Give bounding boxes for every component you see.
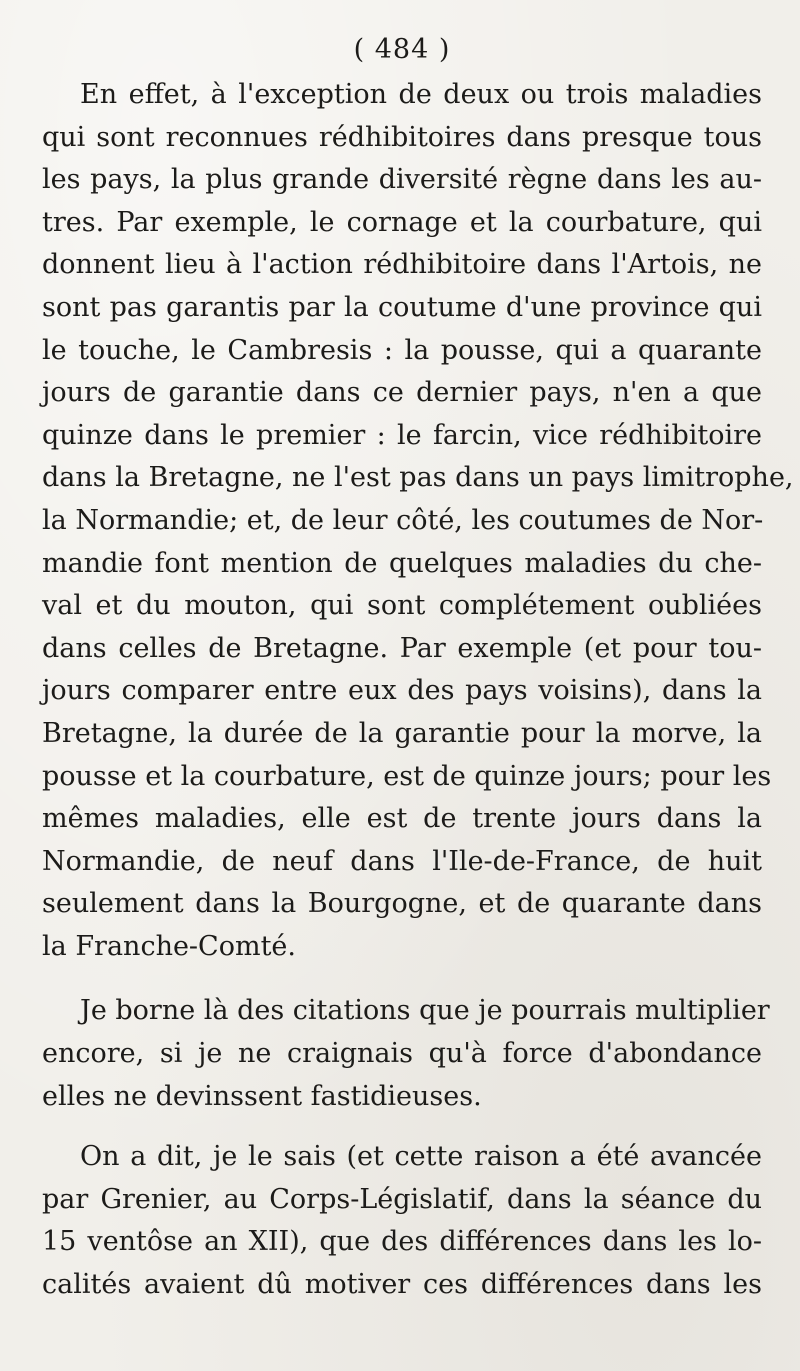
text-line: Normandie, de neuf dans l'Ile-de-France, de huit <box>42 845 762 877</box>
text-line: quinze dans le premier : le farcin, vice rédhibitoire <box>42 419 762 451</box>
text-line: Bretagne, la durée de la garantie pour la morve, la <box>42 717 762 749</box>
text-line: mandie font mention de quelques maladies du che- <box>42 547 762 579</box>
text-line: val et du mouton, qui sont complétement oubliées <box>42 590 762 622</box>
text-line: Je borne là des citations que je pourrais multiplier <box>80 995 770 1027</box>
text-line: pousse et la courbature, est de quinze jours; pour les <box>42 760 772 792</box>
text-line: calités avaient dû motiver ces différences dans les <box>42 1269 762 1301</box>
paragraph-2 <box>42 990 770 1118</box>
text-line: jours de garantie dans ce dernier pays, n'en a que <box>42 377 762 409</box>
paragraph-gap <box>42 1118 762 1136</box>
text-line: tres. Par exemple, le cornage et la courbature, qui <box>42 206 762 238</box>
text-line: mêmes maladies, elle est de trente jours dans la <box>42 803 762 835</box>
text-line: 15 ventôse an XII), que des différences dans les lo- <box>42 1226 762 1258</box>
text-line: elles ne devinssent fastidieuses. <box>42 1080 482 1112</box>
paragraph-1 <box>42 74 794 968</box>
paragraph-gap <box>42 968 762 990</box>
page-number: ( 484 ) <box>353 34 451 65</box>
text-line: la Franche-Comté. <box>42 930 296 962</box>
text-line: En effet, à l'exception de deux ou trois maladies <box>80 79 762 110</box>
text-line: par Grenier, au Corps-Législatif, dans la séance du <box>42 1183 762 1215</box>
text-line: la Normandie; et, de leur côté, les coutumes de Nor- <box>42 504 764 536</box>
text-line: le touche, le Cambresis : la pousse, qui a quarante <box>42 334 762 366</box>
text-line: qui sont reconnues rédhibitoires dans presque tous <box>42 121 762 153</box>
text-line: dans la Bretagne, ne l'est pas dans un pays limitrophe, <box>42 462 794 494</box>
text-line: dans celles de Bretagne. Par exemple (et pour tou- <box>42 632 762 664</box>
text-line: sont pas garantis par la coutume d'une province qui <box>42 291 762 323</box>
text-line: On a dit, je le sais (et cette raison a été avancée <box>80 1141 762 1173</box>
text-line: donnent lieu à l'action rédhibitoire dans l'Artois, ne <box>42 249 762 281</box>
text-line: seulement dans la Bourgogne, et de quarante dans <box>42 888 762 920</box>
text-line: encore, si je ne craignais qu'à force d'abondance <box>42 1038 762 1070</box>
text-line: les pays, la plus grande diversité règne dans les au- <box>42 164 762 196</box>
paragraph-3 <box>42 1136 762 1306</box>
text-line: jours comparer entre eux des pays voisins), dans la <box>42 675 762 707</box>
